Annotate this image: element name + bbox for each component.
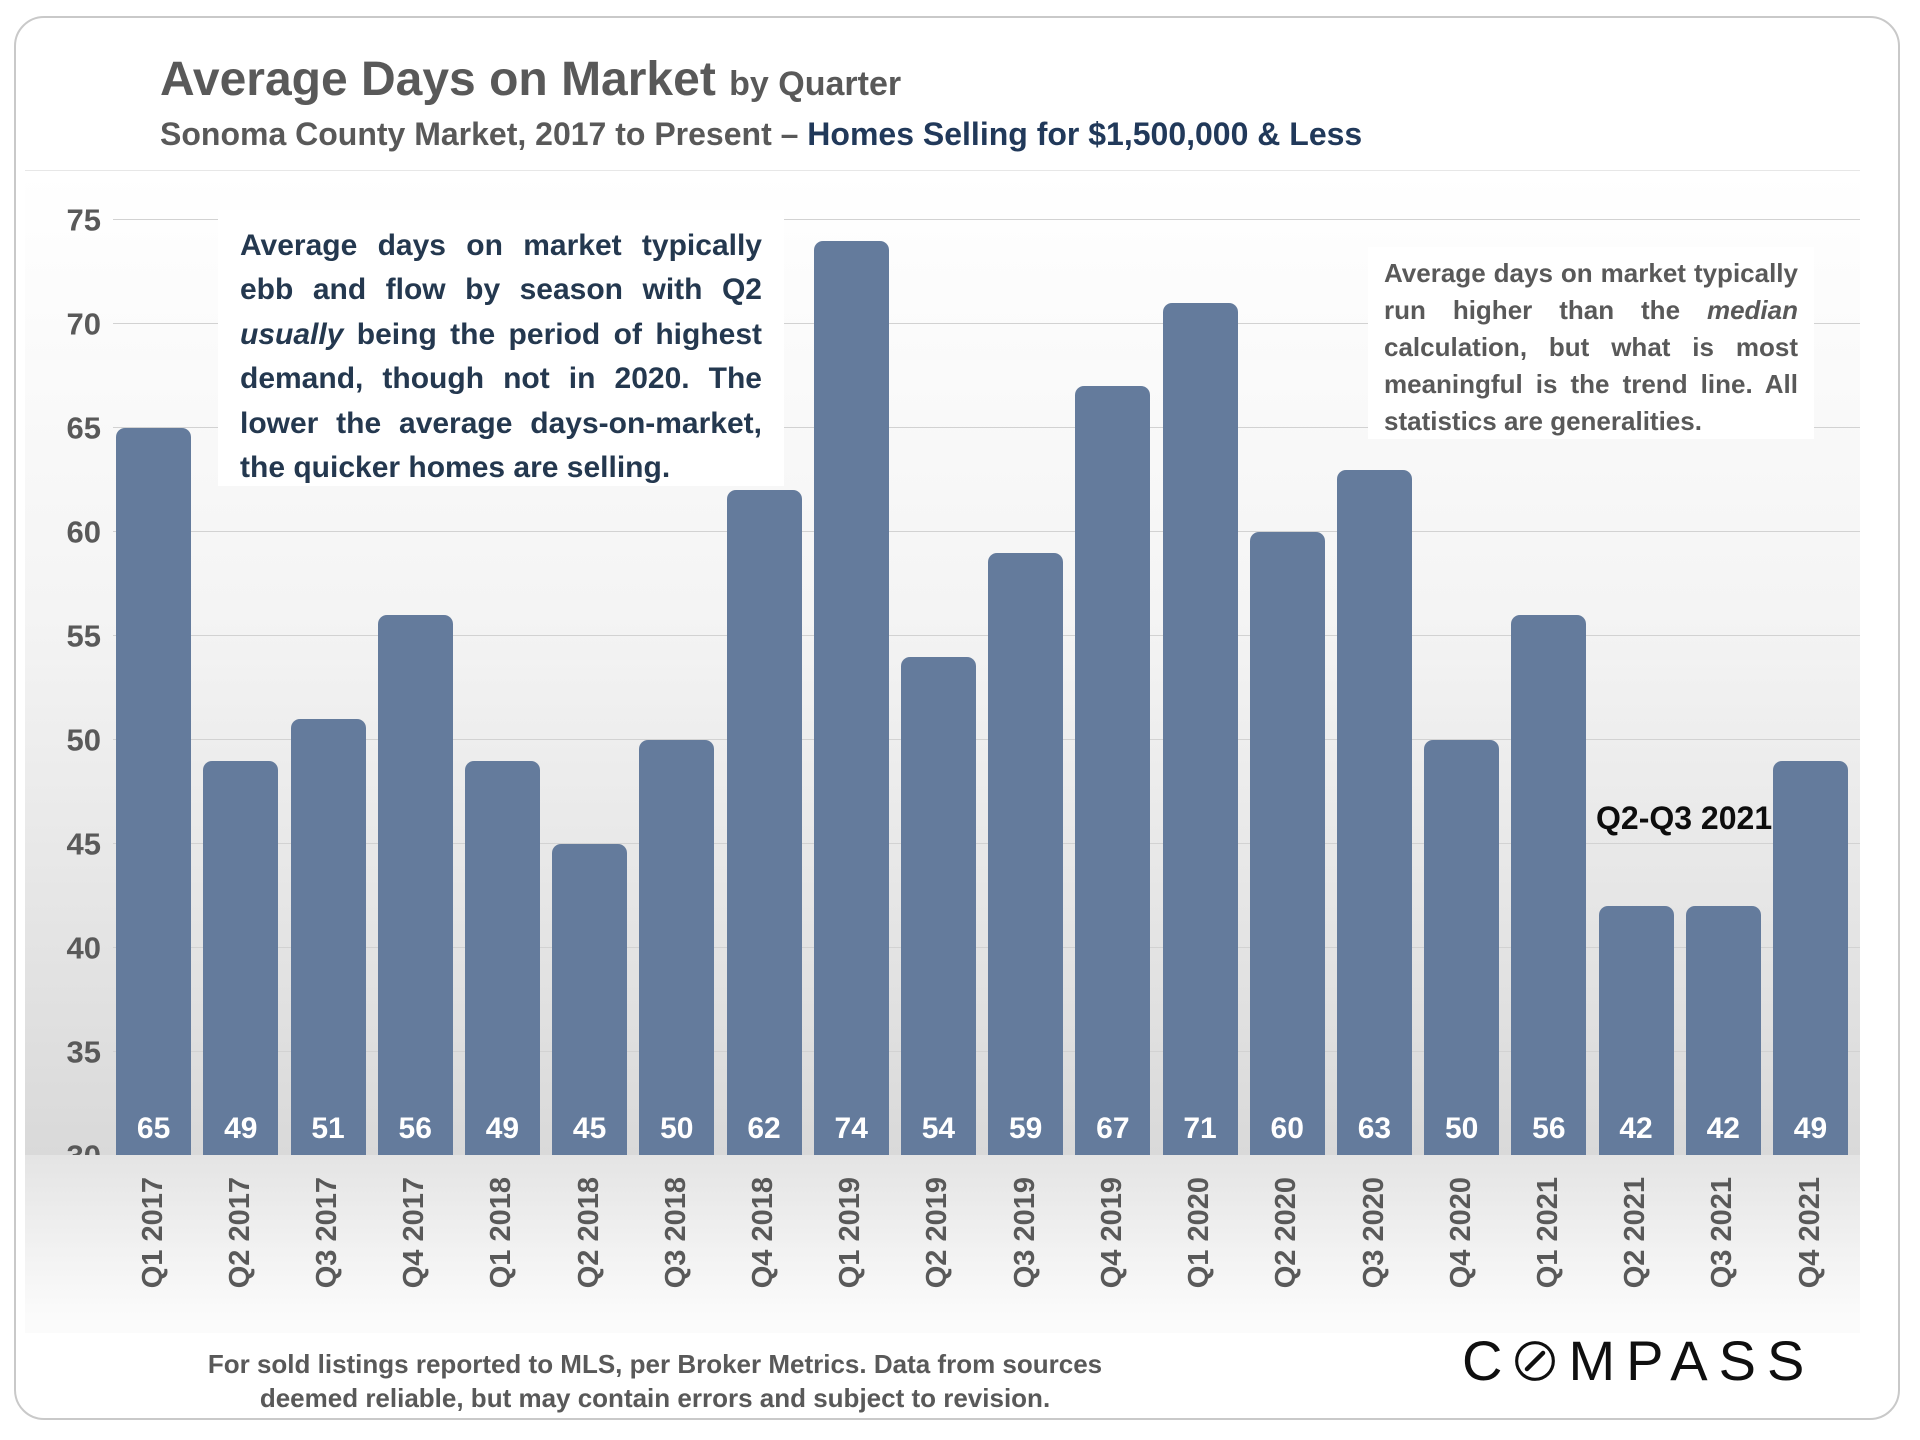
bar-value-label: 65 <box>136 1112 171 1145</box>
bar-value-label: 51 <box>311 1112 345 1145</box>
x-label-slot <box>546 1177 633 1333</box>
x-label-slot <box>372 1177 459 1333</box>
bar-q3-2018 <box>639 740 714 1156</box>
subtitle-price-segment: Homes Selling for $1,500,000 & Less <box>807 116 1363 152</box>
bar-value-label: 62 <box>747 1112 781 1145</box>
annotation-left-italic: usually <box>240 317 344 351</box>
y-axis-label-70: 70 <box>66 306 101 342</box>
x-axis-label: Q1 2020 <box>1183 1177 1216 1289</box>
x-label-slot <box>720 1177 807 1333</box>
bar-value-label: 71 <box>1183 1112 1217 1145</box>
y-axis-label-65: 65 <box>66 410 101 446</box>
x-axis-label: Q4 2019 <box>1095 1177 1128 1289</box>
x-label-slot <box>633 1177 720 1333</box>
bar-slot <box>982 220 1069 1156</box>
x-label-slot <box>808 1177 895 1333</box>
bar-slot <box>895 220 982 1156</box>
bar-q1-2021 <box>1511 615 1586 1156</box>
annotation-right <box>1368 247 1814 439</box>
x-axis-label: Q3 2020 <box>1357 1177 1390 1289</box>
bar-value-label: 60 <box>1270 1112 1304 1145</box>
bar-value-label: 45 <box>572 1112 607 1145</box>
bar-q3-2021 <box>1686 906 1761 1156</box>
x-label-slot <box>1592 1177 1679 1333</box>
y-axis-label-55: 55 <box>66 618 101 654</box>
subtitle-market: Sonoma County Market, 2017 to Present – <box>160 116 808 152</box>
bar-value-label: 59 <box>1008 1112 1043 1145</box>
x-axis-label: Q2 2020 <box>1270 1177 1303 1289</box>
annotation-left-text: Average days on market typically ebb and flow by season with Q2 <box>240 229 762 307</box>
y-axis <box>25 202 107 1156</box>
bar-q2-2018 <box>552 844 627 1156</box>
disclaimer-text: For sold listings reported to MLS, per Broker Metrics. Data from sources deemed reliable, but may contain errors and subject to revision. <box>207 1349 1103 1413</box>
y-axis-label-60: 60 <box>66 514 101 550</box>
x-axis-label: Q3 2021 <box>1706 1177 1739 1289</box>
bar-q2-2017 <box>203 761 278 1156</box>
bar-value-label: 56 <box>398 1112 432 1145</box>
compass-o-icon <box>1513 1339 1557 1383</box>
x-label-slot <box>1331 1177 1418 1333</box>
bar-value-label: 49 <box>224 1112 258 1145</box>
bar-value-label: 49 <box>1793 1112 1828 1145</box>
x-axis-label: Q2 2019 <box>921 1177 954 1289</box>
annotation-right-text: Average days on market typically run higher than the <box>1384 258 1798 325</box>
x-axis-label: Q1 2021 <box>1531 1177 1564 1289</box>
x-label-slot <box>1244 1177 1331 1333</box>
bar-q1-2020 <box>1163 303 1238 1156</box>
bar-value-label: 42 <box>1619 1112 1653 1145</box>
bar-q3-2019 <box>988 553 1063 1156</box>
y-axis-label-50: 50 <box>66 722 101 758</box>
y-axis-label-75: 75 <box>66 202 101 238</box>
bar-callout-q2-q3-2021: Q2-Q3 2021 <box>1596 800 1773 836</box>
compass-logo-mpass: MPASS <box>1568 1329 1816 1392</box>
page-title <box>160 53 1362 106</box>
annotation-left <box>218 210 784 486</box>
page-title-suffix: by Quarter <box>729 65 902 103</box>
bar-q4-2018 <box>727 490 802 1156</box>
x-label-slot <box>1069 1177 1156 1333</box>
bar-value-label: 50 <box>1444 1112 1479 1145</box>
x-label-slot <box>284 1177 371 1333</box>
x-axis <box>25 1155 1860 1333</box>
bar-q2-2020 <box>1250 532 1325 1156</box>
annotation-right-italic: median <box>1706 294 1798 325</box>
bar-value-label: 49 <box>485 1112 520 1145</box>
chart-header <box>160 53 1363 152</box>
x-axis-label: Q2 2021 <box>1619 1177 1652 1289</box>
x-axis-label: Q3 2019 <box>1008 1177 1041 1289</box>
bar-q4-2021 <box>1773 761 1848 1156</box>
x-axis-labels <box>110 1177 1854 1333</box>
annotation-left-text-2: being the period of highest demand, though not in 2020. The lower the average days-on-market, the quicker homes are selling. <box>240 317 762 484</box>
bar-value-label: 42 <box>1706 1112 1740 1145</box>
bar-q2-2021 <box>1599 906 1674 1156</box>
x-label-slot <box>895 1177 982 1333</box>
bar-slot <box>110 220 197 1156</box>
x-axis-label: Q3 2018 <box>659 1177 692 1289</box>
bar-value-label: 67 <box>1096 1112 1130 1145</box>
bar-value-label: 56 <box>1532 1112 1566 1145</box>
x-label-slot <box>1505 1177 1592 1333</box>
bar-value-label: 50 <box>660 1112 694 1145</box>
y-axis-label-45: 45 <box>66 826 101 862</box>
bar-q1-2018 <box>465 761 540 1156</box>
y-axis-label-35: 35 <box>66 1034 101 1070</box>
x-label-slot <box>197 1177 284 1333</box>
annotation-right-text-2: calculation, but what is most meaningful is the trend line. All statistics are generalities. <box>1384 331 1798 436</box>
x-label-slot <box>1418 1177 1505 1333</box>
x-label-slot <box>459 1177 546 1333</box>
x-axis-label: Q4 2017 <box>398 1177 431 1289</box>
bar-q4-2020 <box>1424 740 1499 1156</box>
x-label-slot <box>1767 1177 1854 1333</box>
x-axis-label: Q3 2017 <box>311 1177 344 1289</box>
bar-slot <box>1069 220 1156 1156</box>
x-axis-label: Q2 2018 <box>572 1177 605 1289</box>
bar-value-label: 74 <box>834 1112 868 1145</box>
page-title-main: Average Days on Market <box>160 53 716 106</box>
bar-value-label: 63 <box>1357 1112 1392 1145</box>
x-label-slot <box>110 1177 197 1333</box>
bar-slot <box>808 220 895 1156</box>
bar-slot <box>1156 220 1243 1156</box>
bar-slot <box>1244 220 1331 1156</box>
bar-q1-2019 <box>814 241 889 1156</box>
x-label-slot <box>1156 1177 1243 1333</box>
x-axis-label: Q4 2018 <box>747 1177 780 1289</box>
x-axis-label: Q1 2019 <box>834 1177 867 1289</box>
x-label-slot <box>982 1177 1069 1333</box>
x-axis-label: Q2 2017 <box>223 1177 256 1289</box>
compass-logo <box>1462 1328 1815 1393</box>
y-axis-label-40: 40 <box>66 930 101 966</box>
compass-logo-c: C <box>1462 1329 1514 1392</box>
x-axis-label: Q4 2020 <box>1444 1177 1477 1289</box>
x-axis-label: Q4 2021 <box>1793 1177 1826 1289</box>
page-subtitle <box>160 118 1362 150</box>
bar-q2-2019 <box>901 657 976 1156</box>
bar-q1-2017 <box>116 428 191 1156</box>
bar-q4-2017 <box>378 615 453 1156</box>
bar-q3-2017 <box>291 719 366 1156</box>
x-axis-label: Q1 2017 <box>136 1177 169 1289</box>
bar-q4-2019 <box>1075 386 1150 1156</box>
bar-value-label: 54 <box>921 1112 956 1145</box>
x-label-slot <box>1680 1177 1767 1333</box>
bar-q3-2020 <box>1337 470 1412 1156</box>
x-axis-label: Q1 2018 <box>485 1177 518 1289</box>
